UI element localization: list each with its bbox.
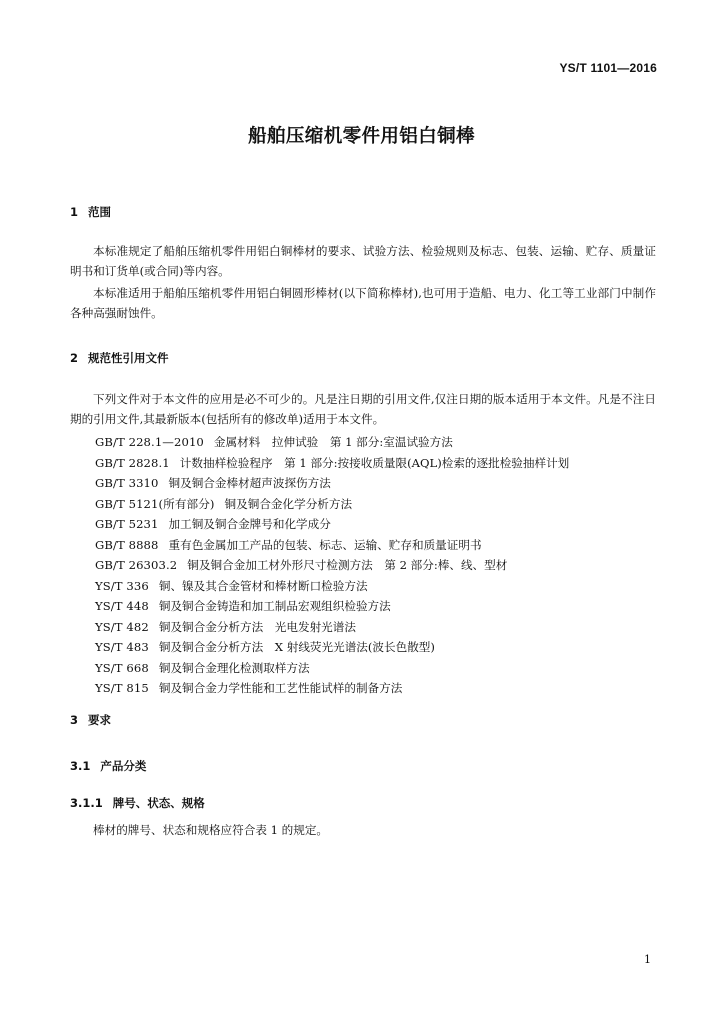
reference-title: 铜、镍及其合金管材和棒材断口检验方法 <box>158 578 368 593</box>
reference-code: GB/T 2828.1 <box>95 455 170 470</box>
reference-title: 铜及铜合金棒材超声波探伤方法 <box>168 476 331 490</box>
grade-temper-spec-paragraph: 棒材的牌号、状态和规格应符合表 1 的规定。 <box>93 823 329 837</box>
subsection-title: 牌号、状态、规格 <box>112 796 205 810</box>
reference-code: GB/T 8888 <box>95 537 159 552</box>
reference-item <box>95 473 675 494</box>
section-heading-requirements <box>70 712 111 728</box>
section-number: 2 <box>70 351 79 365</box>
reference-code: YS/T 336 <box>95 578 149 593</box>
reference-item <box>95 453 675 474</box>
reference-item <box>95 596 675 617</box>
section-title: 要求 <box>88 713 112 727</box>
reference-item <box>95 576 675 597</box>
section-number: 3 <box>70 713 79 727</box>
reference-title: 铜及铜合金力学性能和工艺性能试样的制备方法 <box>158 681 403 695</box>
section-heading-scope <box>70 204 111 220</box>
reference-title: 铜及铜合金铸造和加工制品宏观组织检验方法 <box>158 599 391 613</box>
scope-paragraph-2: 本标准适用于船舶压缩机零件用铝白铜圆形棒材(以下简称棒材),也可用于造船、电力、化工等工业部门中制作各种高强耐蚀件。 <box>70 286 656 320</box>
reference-title: 铜及铜合金分析方法 光电发射光谱法 <box>158 619 356 634</box>
subsection-heading-product-classification <box>70 758 146 774</box>
reference-item <box>95 432 675 453</box>
reference-item <box>95 514 675 535</box>
reference-title: 铜及铜合金加工材外形尺寸检测方法 第 2 部分:棒、线、型材 <box>187 558 508 572</box>
reference-code: GB/T 5231 <box>95 517 159 531</box>
page-number: 1 <box>644 953 651 966</box>
subsection-heading-grade-temper-spec <box>70 795 205 811</box>
reference-code: YS/T 815 <box>95 681 149 695</box>
reference-title: 计数抽样检验程序 第 1 部分:按接收质量限(AQL)检索的逐批检验抽样计划 <box>179 455 570 470</box>
subsection-title: 产品分类 <box>100 759 147 773</box>
reference-code: YS/T 668 <box>95 660 149 675</box>
reference-item <box>95 494 675 515</box>
reference-item <box>95 555 675 576</box>
reference-code: YS/T 448 <box>95 599 149 613</box>
section-title: 范围 <box>88 205 112 219</box>
section-heading-normative-references <box>70 350 169 366</box>
reference-title: 铜及铜合金理化检测取样方法 <box>158 660 310 675</box>
reference-code: YS/T 482 <box>95 619 149 634</box>
reference-item <box>95 658 675 679</box>
reference-item <box>95 637 675 658</box>
subsection-number: 3.1.1 <box>70 796 103 810</box>
reference-title: 重有色金属加工产品的包装、标志、运输、贮存和质量证明书 <box>168 537 482 552</box>
references-intro-paragraph: 下列文件对于本文件的应用是必不可少的。凡是注日期的引用文件,仅注日期的版本适用于本文件。凡是不注日期的引用文件,其最新版本(包括所有的修改单)适用于本文件。 <box>70 392 656 426</box>
subsection-number: 3.1 <box>70 759 91 773</box>
section-title: 规范性引用文件 <box>88 351 169 365</box>
reference-list <box>95 432 675 699</box>
reference-item <box>95 617 675 638</box>
reference-code: GB/T 3310 <box>95 476 159 490</box>
reference-code: GB/T 26303.2 <box>95 558 178 572</box>
reference-item <box>95 535 675 556</box>
reference-code: GB/T 5121(所有部分) <box>95 496 215 511</box>
document-title: 船舶压缩机零件用铝白铜棒 <box>248 126 475 147</box>
scope-paragraph-1: 本标准规定了船舶压缩机零件用铝白铜棒材的要求、试验方法、检验规则及标志、包装、运输、贮存、质量证明书和订货单(或合同)等内容。 <box>70 244 656 278</box>
reference-code: YS/T 483 <box>95 640 149 654</box>
reference-title: 加工铜及铜合金牌号和化学成分 <box>168 517 331 531</box>
section-number: 1 <box>70 205 79 219</box>
reference-code: GB/T 228.1—2010 <box>95 435 204 449</box>
standard-number: YS/T 1101—2016 <box>559 61 657 75</box>
reference-title: 金属材料 拉伸试验 第 1 部分:室温试验方法 <box>213 435 453 449</box>
reference-title: 铜及铜合金化学分析方法 <box>224 496 353 511</box>
reference-title: 铜及铜合金分析方法 X 射线荧光光谱法(波长色散型) <box>158 640 435 654</box>
reference-item <box>95 678 675 699</box>
